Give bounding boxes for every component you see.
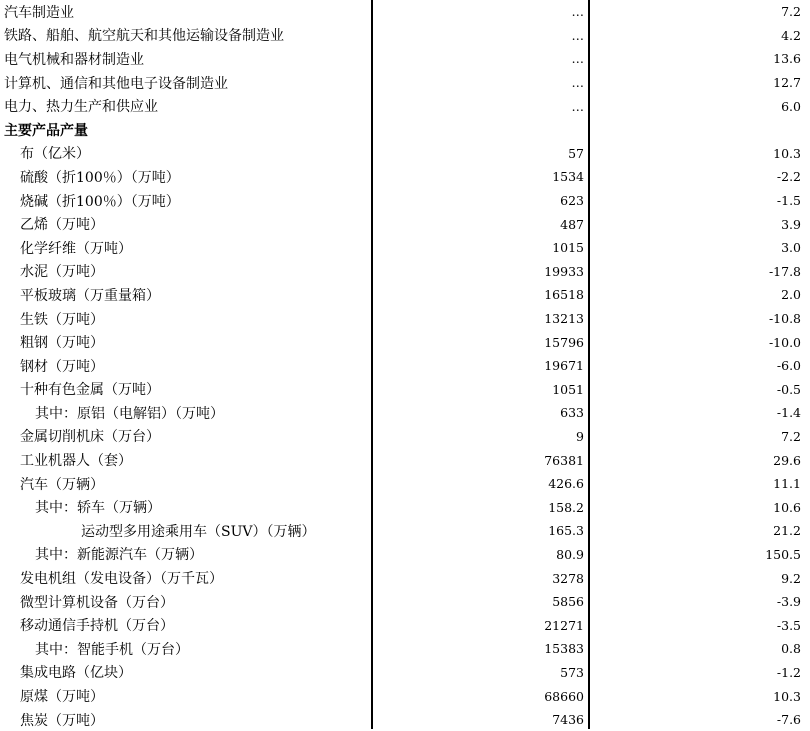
table-row [0, 189, 810, 213]
growth-cell: 9.2 [781, 570, 801, 586]
value-cell: 21271 [544, 617, 584, 633]
table-row [0, 24, 810, 48]
growth-cell: 2.0 [781, 287, 801, 303]
row-label: 移动通信手持机（万台） [20, 618, 174, 635]
growth-cell: -10.8 [768, 311, 801, 327]
row-label: 硫酸（折100％）（万吨） [20, 169, 180, 186]
value-cell: 426.6 [548, 476, 584, 492]
table-row [0, 330, 810, 354]
growth-cell: 6.0 [781, 98, 801, 114]
table-row [0, 378, 810, 402]
value-cell: 19671 [544, 358, 584, 374]
table-row [0, 47, 810, 71]
growth-cell: -2.2 [776, 169, 801, 185]
row-label: 工业机器人（套） [20, 453, 132, 470]
row-label: 其中：新能源汽车（万辆） [35, 547, 203, 564]
column-divider-left [371, 0, 373, 729]
growth-cell: -0.5 [776, 381, 801, 397]
row-label: 发电机组（发电设备）（万千瓦） [20, 571, 223, 588]
growth-cell: -6.0 [776, 358, 801, 374]
value-cell: 158.2 [548, 499, 584, 515]
table-row [0, 543, 810, 567]
row-label: 十种有色金属（万吨） [20, 382, 160, 399]
table-row [0, 708, 810, 731]
value-cell: 16518 [544, 287, 584, 303]
value-cell: 487 [560, 216, 584, 232]
row-label: 其中：轿车（万辆） [35, 500, 161, 517]
value-cell: 76381 [544, 452, 584, 468]
table-row [0, 566, 810, 590]
row-label: 集成电路（亿块） [20, 665, 132, 682]
table-row [0, 212, 810, 236]
value-cell: … [571, 27, 584, 43]
value-cell: 9 [576, 428, 584, 444]
value-cell: 1534 [552, 169, 584, 185]
row-label: 金属切削机床（万台） [20, 429, 160, 446]
table-row [0, 637, 810, 661]
value-cell: … [571, 51, 584, 67]
row-label: 计算机、通信和其他电子设备制造业 [4, 75, 228, 92]
row-label: 微型计算机设备（万台） [20, 594, 174, 611]
table-row [0, 71, 810, 95]
growth-cell: 4.2 [781, 27, 801, 43]
table-row [0, 236, 810, 260]
row-label: 乙烯（万吨） [20, 217, 104, 234]
value-cell: 15796 [544, 334, 584, 350]
table-row [0, 307, 810, 331]
value-cell: … [571, 75, 584, 91]
growth-cell: 10.3 [773, 145, 801, 161]
table-row [0, 283, 810, 307]
value-cell: 573 [560, 664, 584, 680]
value-cell: … [571, 4, 584, 20]
row-label: 平板玻璃（万重量箱） [20, 287, 160, 304]
growth-cell: 0.8 [781, 641, 801, 657]
column-divider-right [588, 0, 590, 729]
table-row [0, 448, 810, 472]
value-cell: … [571, 98, 584, 114]
table-row [0, 495, 810, 519]
growth-cell: 13.6 [773, 51, 801, 67]
value-cell: 57 [568, 145, 584, 161]
growth-cell: 10.3 [773, 688, 801, 704]
growth-cell: -7.6 [776, 712, 801, 728]
table-row [0, 142, 810, 166]
table-row [0, 94, 810, 118]
value-cell: 3278 [552, 570, 584, 586]
value-cell: 13213 [544, 311, 584, 327]
row-label: 其中：智能手机（万台） [35, 641, 189, 658]
growth-cell: -17.8 [768, 263, 801, 279]
growth-cell: 7.2 [781, 428, 801, 444]
row-label: 粗钢（万吨） [20, 335, 104, 352]
growth-cell: 11.1 [773, 476, 801, 492]
row-label: 烧碱（折100％）（万吨） [20, 193, 180, 210]
row-label: 汽车（万辆） [20, 476, 104, 493]
value-cell: 68660 [544, 688, 584, 704]
table-row [0, 0, 810, 24]
table-row [0, 661, 810, 685]
table-row [0, 425, 810, 449]
row-label: 汽车制造业 [4, 4, 74, 21]
growth-cell: 29.6 [773, 452, 801, 468]
row-label: 钢材（万吨） [20, 358, 104, 375]
row-label: 布（亿米） [20, 146, 90, 163]
value-cell: 623 [560, 193, 584, 209]
table-row [0, 472, 810, 496]
row-label: 电力、热力生产和供应业 [4, 99, 158, 116]
table-row [0, 354, 810, 378]
table-row [0, 519, 810, 543]
table-row [0, 401, 810, 425]
growth-cell: 7.2 [781, 4, 801, 20]
row-label: 其中：原铝（电解铝）（万吨） [35, 405, 224, 422]
table-row [0, 684, 810, 708]
growth-cell: 21.2 [773, 523, 801, 539]
growth-cell: -3.5 [776, 617, 801, 633]
growth-cell: -10.0 [768, 334, 801, 350]
growth-cell: 12.7 [773, 75, 801, 91]
growth-cell: 3.9 [781, 216, 801, 232]
growth-cell: 150.5 [765, 546, 801, 562]
section-heading: 主要产品产量 [4, 122, 88, 139]
row-label: 原煤（万吨） [20, 689, 104, 706]
growth-cell: -3.9 [776, 594, 801, 610]
growth-cell: 3.0 [781, 240, 801, 256]
row-label: 焦炭（万吨） [20, 712, 104, 729]
table-row [0, 260, 810, 284]
value-cell: 80.9 [556, 546, 584, 562]
table-row [0, 613, 810, 637]
value-cell: 1015 [552, 240, 584, 256]
value-cell: 1051 [552, 381, 584, 397]
value-cell: 165.3 [548, 523, 584, 539]
growth-cell: -1.4 [776, 405, 801, 421]
growth-cell: -1.5 [776, 193, 801, 209]
value-cell: 5856 [552, 594, 584, 610]
table-row [0, 165, 810, 189]
table-row [0, 590, 810, 614]
row-label: 电气机械和器材制造业 [4, 51, 144, 68]
row-label: 化学纤维（万吨） [20, 240, 132, 257]
row-label: 生铁（万吨） [20, 311, 104, 328]
row-label: 运动型多用途乘用车（SUV）（万辆） [81, 523, 316, 540]
row-label: 水泥（万吨） [20, 264, 104, 281]
value-cell: 7436 [552, 712, 584, 728]
value-cell: 633 [560, 405, 584, 421]
row-label: 铁路、船舶、航空航天和其他运输设备制造业 [4, 28, 284, 45]
growth-cell: 10.6 [773, 499, 801, 515]
table-row [0, 118, 810, 142]
growth-cell: -1.2 [776, 664, 801, 680]
value-cell: 15383 [544, 641, 584, 657]
value-cell: 19933 [544, 263, 584, 279]
